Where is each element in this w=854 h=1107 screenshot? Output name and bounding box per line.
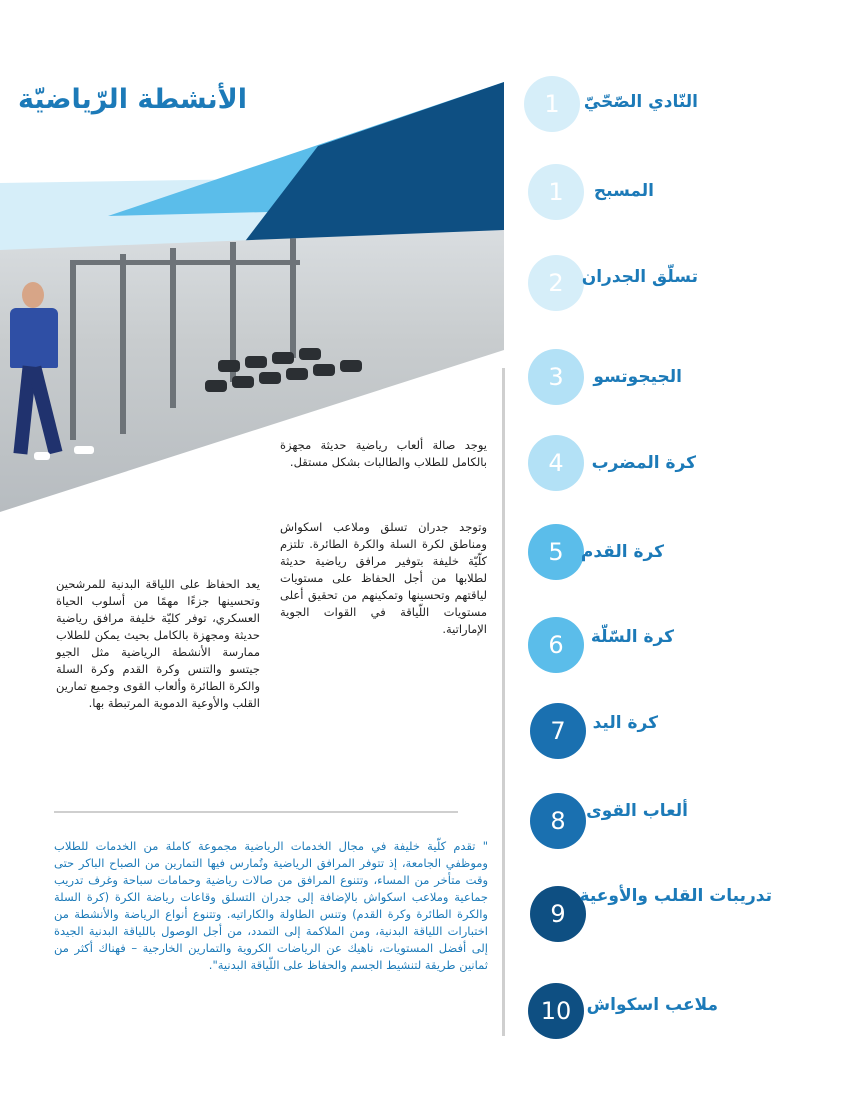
list-item: [0, 983, 854, 1043]
number-circle: 2: [528, 255, 584, 311]
list-item: [0, 435, 854, 495]
number-circle: 3: [528, 349, 584, 405]
facility-label: ملاعب اسكواش: [586, 995, 718, 1015]
number-circle: 10: [528, 983, 584, 1039]
number-circle: 4: [528, 435, 584, 491]
number-circle: 1: [528, 164, 584, 220]
quote-paragraph: " تقدم كلّية خليفة في مجال الخدمات الرياضية مجموعة كاملة من الخدمات للطلاب وموظفي الجامعة، إذ تتوفر المرافق الرياضية وتُمارس فيها التمارين من الصباح الباكر حتى وقت متأخر من المساء، وتتنوع المرافق من صالات رياضية وحمامات سباحة وغرف تدريب جماعية وملاعب اسكواش بالإضافة إلى جدران التسلق وقاعات رياضة الكرة (كرة السلة والكرة الطائرة وكرة القدم) وتنس الطاولة والكاراتيه. وتتنوع أنواع الرياضة والأنشطة من اختبارات اللياقة البدنية، ومن الملاكمة إلى التمدد، من أجل الوصول باللياقة البدنية الجيدة إلى أفضل المستويات، ناهيك عن الرياضات الكروية والتمارين الخارجية – فهناك أكثر من ثمانين طريقة لتنشيط الجسم والحفاظ على اللّياقة البدنية".: [54, 839, 488, 972]
fitness-paragraph: يعد الحفاظ على اللياقة البدنية للمرشحين وتحسينها جزءًا مهمًا من أسلوب الحياة العسكري، توفر كليّة خليفة مرافق رياضية حديثة ومجهزة بالكامل بحيث يمكن للطلاب ممارسة الأنشطة الرياضية مثل الجيو جيتسو والتنس وكرة القدم وكرة السلة والكرة الطائرة وألعاب القوى وجميع تمارين القلب والأوعية الدموية المرتبطة بها.: [56, 577, 260, 710]
facility-label: تسلّق الجدران: [581, 267, 698, 287]
list-item: [0, 76, 854, 136]
list-item: [0, 164, 854, 224]
list-item: [0, 524, 854, 584]
intro-paragraph: يوجد صالة ألعاب رياضية حديثة مجهزة بالكامل للطلاب والطالبات بشكل مستقل.: [280, 438, 487, 469]
list-item: [0, 255, 854, 315]
facility-label: النّادي الصّحّيّ: [583, 92, 698, 112]
number-circle: 5: [528, 524, 584, 580]
facility-label: ألعاب القوى: [586, 801, 688, 821]
number-circle: 9: [530, 886, 586, 942]
number-circle: 1: [524, 76, 580, 132]
list-item: [0, 886, 854, 946]
facility-label: كرة السّلّة: [590, 627, 674, 647]
facility-label: كرة المضرب: [591, 453, 696, 473]
facility-label: المسبح: [593, 181, 654, 201]
list-item: [0, 349, 854, 409]
list-item: [0, 793, 854, 853]
page-title: الأنشطة الرّياضيّة: [18, 84, 247, 115]
facility-label: تدريبات القلب والأوعية: [579, 886, 772, 906]
number-circle: 6: [528, 617, 584, 673]
facility-label: الجيجوتسو: [593, 367, 682, 387]
number-circle: 8: [530, 793, 586, 849]
facility-label: كرة اليد: [592, 713, 658, 733]
facility-label: كرة القدم: [580, 542, 664, 562]
list-item: [0, 703, 854, 763]
facilities-paragraph: وتوجد جدران تسلق وملاعب اسكواش ومناطق لكرة السلة والكرة الطائرة. تلتزم كلّيّة خليفة بتوفير مرافق رياضية حديثة لطلابها من أجل الحفاظ على مستويات لياقتهم وتحسينها وتمكينهم من تحقيق أعلى مستويات اللّياقة في القوات الجوية الإماراتية.: [280, 520, 487, 636]
list-item: [0, 617, 854, 677]
number-circle: 7: [530, 703, 586, 759]
